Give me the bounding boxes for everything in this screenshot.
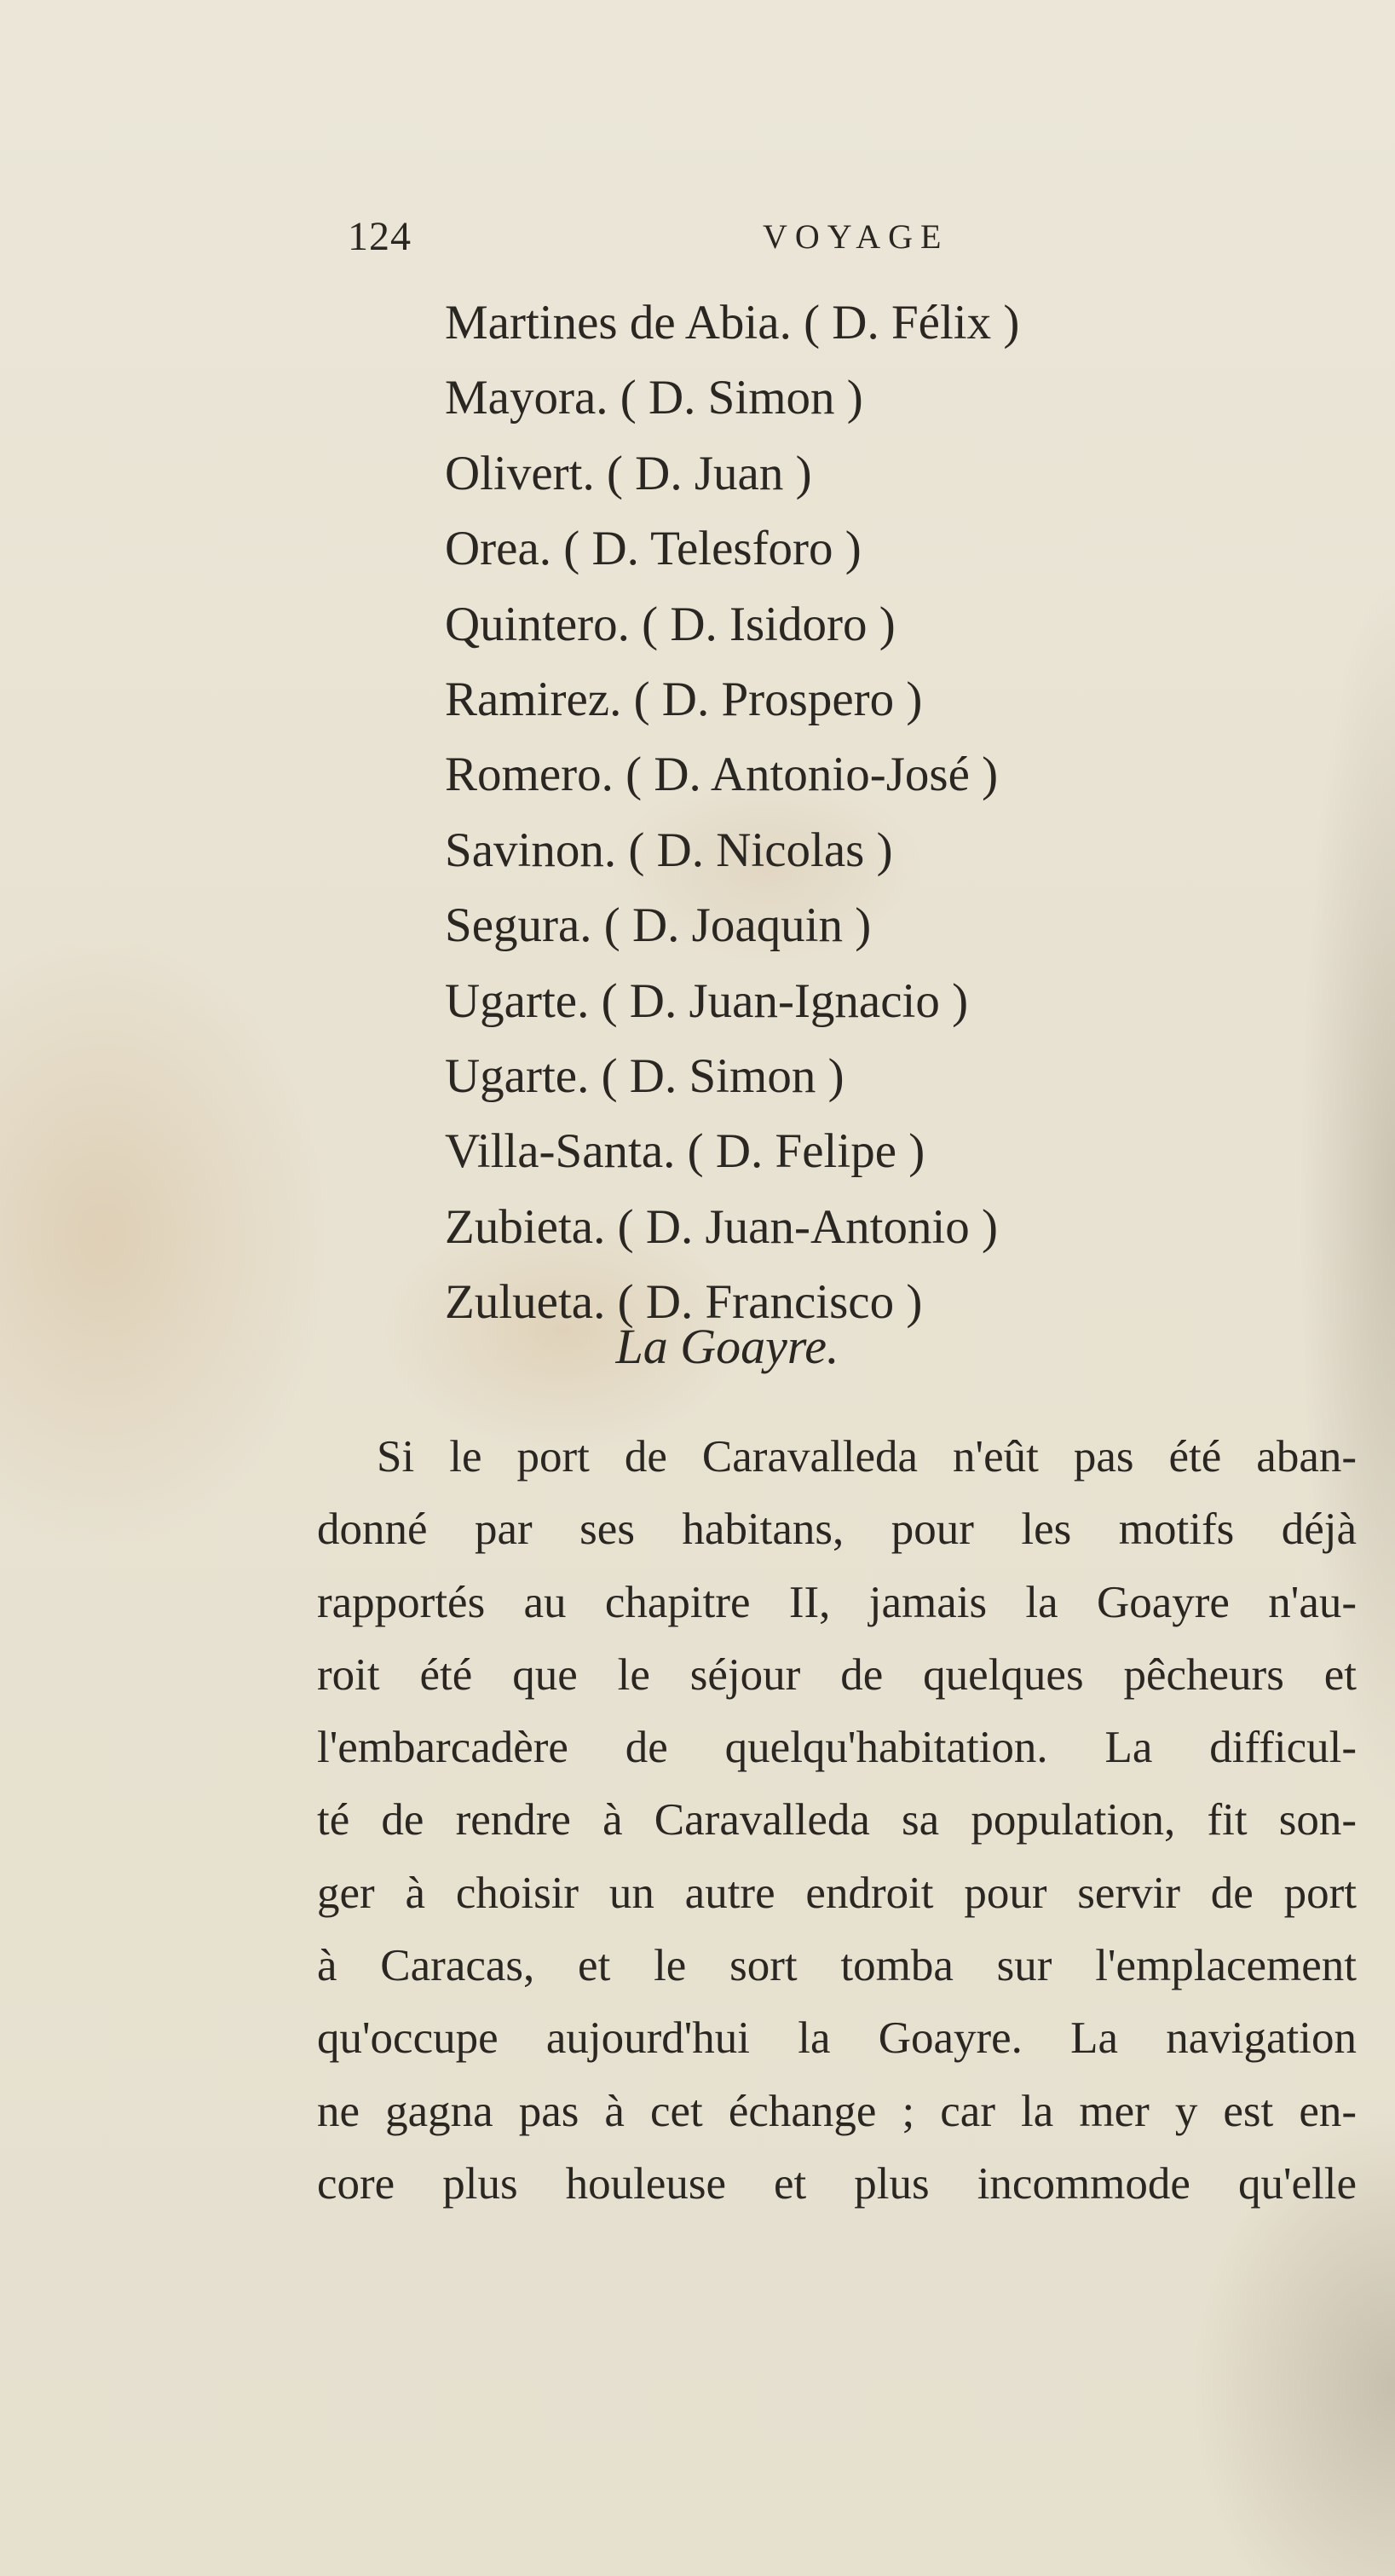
list-item: Ramirez. ( D. Prospero ) — [445, 672, 923, 726]
list-item: Zulueta. ( D. Francisco ) — [445, 1275, 923, 1330]
text-line: à Caracas, et le sort tomba sur l'emplacement — [317, 1941, 1357, 1991]
name-list — [445, 286, 1019, 1340]
text-line: roit été que le séjour de quelques pêcheurs et — [317, 1649, 1357, 1700]
text-line: l'embarcadère de quelqu'habitation. La difficul- — [317, 1723, 1357, 1773]
list-item: Romero. ( D. Antonio-José ) — [445, 748, 999, 802]
text-line: ne gagna pas à cet échange ; car la mer y est en- — [317, 2086, 1357, 2136]
list-item: Olivert. ( D. Juan ) — [445, 446, 812, 500]
list-item: Savinon. ( D. Nicolas ) — [445, 823, 893, 877]
text-line: qu'occupe aujourd'hui la Goayre. La navigation — [317, 2013, 1357, 2064]
text-line: donné par ses habitans, pour les motifs déjà — [317, 1505, 1357, 1555]
list-item: Orea. ( D. Telesforo ) — [445, 522, 862, 576]
list-item: Villa-Santa. ( D. Felipe ) — [445, 1124, 925, 1179]
list-item: Ugarte. ( D. Juan-Ignacio ) — [445, 973, 969, 1028]
text-line: rapportés au chapitre II, jamais la Goayre n'au- — [317, 1577, 1357, 1627]
list-item: Mayora. ( D. Simon ) — [445, 371, 863, 425]
section-heading: La Goayre. — [615, 1319, 839, 1374]
list-item: Ugarte. ( D. Simon ) — [445, 1048, 844, 1103]
list-item: Quintero. ( D. Isidoro ) — [445, 597, 896, 651]
running-title: VOYAGE — [763, 217, 949, 256]
body-paragraph — [317, 1421, 1357, 2221]
page-number: 124 — [348, 214, 412, 259]
text-line: té de rendre à Caravalleda sa population, fit son- — [317, 1795, 1357, 1845]
list-item: Segura. ( D. Joaquin ) — [445, 898, 872, 953]
text-line: Si le port de Caravalleda n'eût pas été aban- — [377, 1432, 1357, 1481]
text-line: core plus houleuse et plus incommode qu'elle — [317, 2158, 1357, 2209]
list-item: Zubieta. ( D. Juan-Antonio ) — [445, 1199, 999, 1254]
list-item: Martines de Abia. ( D. Félix ) — [445, 296, 1020, 349]
running-head — [0, 213, 1395, 273]
text-line: ger à choisir un autre endroit pour servir de port — [317, 1868, 1357, 1918]
